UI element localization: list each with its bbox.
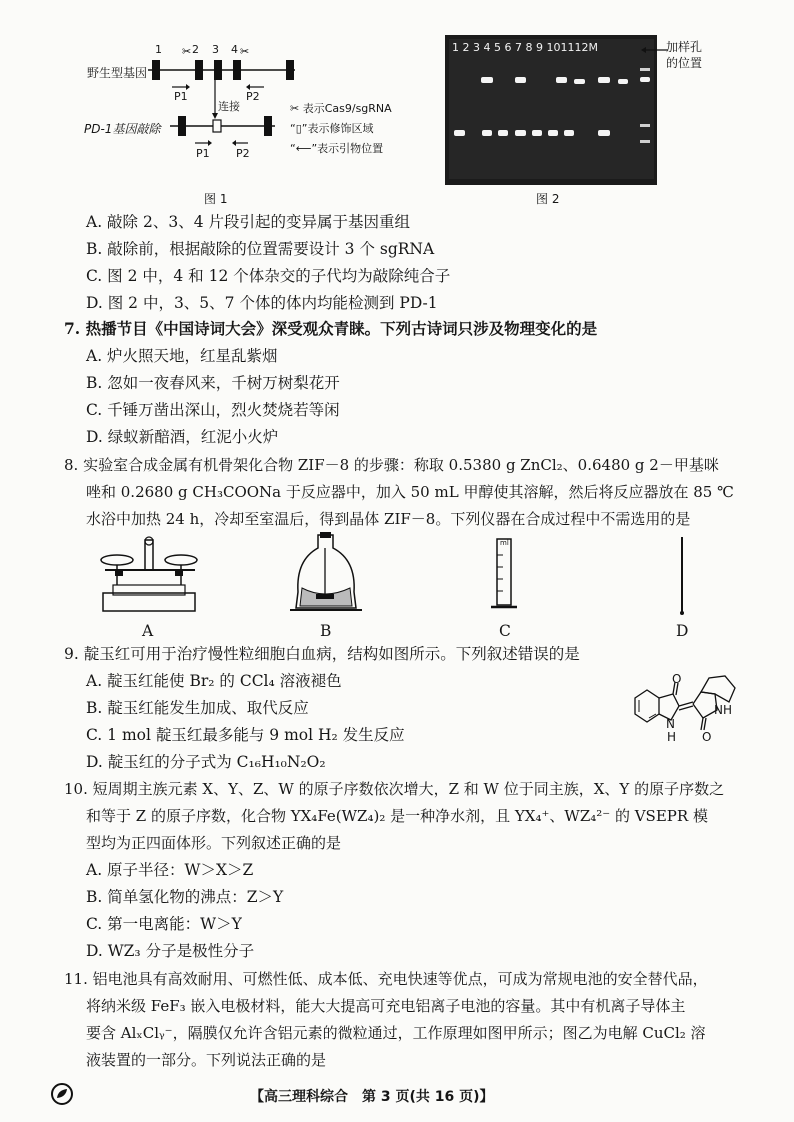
leaf-logo-icon <box>50 1082 74 1106</box>
primer-p1-label: P1 <box>174 90 188 103</box>
scissors-icon: ✂ <box>290 102 300 115</box>
gel-band <box>640 77 650 82</box>
gel-band <box>454 130 465 136</box>
gel-band <box>548 130 558 136</box>
box-icon: “▯” <box>290 122 308 135</box>
balance-apparatus <box>95 535 205 620</box>
q7-option-c: C. 千锤万凿出深山，烈火焚烧若等闲 <box>86 401 340 419</box>
primer-p2-label-ko: P2 <box>236 147 250 160</box>
atom-h: H <box>667 730 677 744</box>
knockout-label: PD-1基因敲除 <box>84 122 161 136</box>
connect-label: 连接 <box>218 100 240 113</box>
arrow-left-icon: “⟵” <box>290 142 318 155</box>
gel-band <box>481 77 493 83</box>
svg-text:✂: ✂ <box>240 45 250 58</box>
q11-line-1: 11. 铝电池具有高效耐用、可燃性低、成本低、充电快速等优点，可成为常规电池的安全替代品， <box>64 970 708 988</box>
gel-band <box>498 130 508 136</box>
legend-cas9: ✂ 表示Cas9/sgRNA <box>290 102 392 115</box>
thermometer-apparatus <box>676 535 688 617</box>
apparatus-label-a: A <box>142 622 154 640</box>
indirubin-structure <box>625 668 755 748</box>
q10-line-1: 10. 短周期主族元素 X、Y、Z、W 的原子序数依次增大，Z 和 W 位于同主族，X、Y 的原子序数之 <box>64 780 725 798</box>
apparatus-label-d: D <box>676 622 689 640</box>
gel-band <box>618 79 628 84</box>
q10-line-2: 和等于 Z 的原子序数，化合物 YX₄Fe(WZ₄)₂ 是一种净水剂，且 YX₄⁺、WZ₄²⁻ 的 VSEPR 模 <box>86 807 708 825</box>
ko-modified-region <box>213 120 221 132</box>
gel-lane-labels: 1 2 3 4 5 6 7 8 9 101112M <box>452 41 598 54</box>
q10-line-3: 型均为正四面体形。下列叙述正确的是 <box>86 834 342 852</box>
gel-band <box>640 124 650 127</box>
gel-band <box>640 68 650 71</box>
exon-number-3: 3 <box>212 43 219 56</box>
exon-5 <box>286 60 294 80</box>
q11-line-2: 将纳米级 FeF₃ 嵌入电极材料，能大大提高可充电铝离子电池的容量。其中有机离子导体主 <box>86 997 686 1015</box>
legend-modified-region: “▯”表示修饰区域 <box>290 122 374 135</box>
q11-line-3: 要含 AlₓClᵧ⁻，隔膜仅允许含铝元素的微粒通过，工作原理如图甲所示；图乙为电解 CuCl₂ 溶 <box>86 1024 706 1042</box>
svg-text:✂: ✂ <box>182 45 192 58</box>
page-footer: 【高三理科综合 第 3 页(共 16 页)】 <box>250 1089 494 1105</box>
q9-option-b: B. 靛玉红能发生加成、取代反应 <box>86 699 309 717</box>
ko-exon-5 <box>264 116 272 136</box>
gel-band <box>564 130 574 136</box>
gel-image <box>445 35 657 185</box>
wild-type-label: 野生型基因 <box>87 66 148 80</box>
gel-band <box>640 140 650 143</box>
figure-1-caption: 图 1 <box>204 192 228 206</box>
q10-option-c: C. 第一电离能：W＞Y <box>86 915 242 933</box>
gel-band <box>556 77 567 83</box>
primer-p2-label: P2 <box>246 90 260 103</box>
loading-well-label: 加样孔 <box>666 40 703 54</box>
gel-band <box>574 79 585 84</box>
q11-line-4: 液装置的一部分。下列说法正确的是 <box>86 1051 327 1069</box>
q10-option-d: D. WZ₃ 分子是极性分子 <box>86 942 255 960</box>
gel-band <box>482 130 492 136</box>
q9-option-d: D. 靛玉红的分子式为 C₁₆H₁₀N₂O₂ <box>86 753 326 771</box>
q6-option-b: B. 敲除前，根据敲除的位置需要设计 3 个 sgRNA <box>86 240 435 258</box>
apparatus-label-c: C <box>499 622 511 640</box>
exon-number-2: 2 <box>192 43 199 56</box>
q8-line-2: 唑和 0.2680 g CH₃COONa 于反应器中，加入 50 mL 甲醇使其溶解，然后将反应器放在 85 ℃ <box>86 483 734 501</box>
atom-o-bottom: O <box>702 730 712 744</box>
exon-4 <box>233 60 241 80</box>
gel-band <box>515 130 526 136</box>
q9-stem: 9. 靛玉红可用于治疗慢性粒细胞白血病，结构如图所示。下列叙述错误的是 <box>64 645 580 663</box>
legend-primer: “⟵”表示引物位置 <box>290 142 384 155</box>
exon-number-4: 4 <box>231 43 238 56</box>
atom-nh: NH <box>714 703 732 717</box>
ko-exon-1 <box>178 116 186 136</box>
exon-2 <box>195 60 203 80</box>
q8-line-1: 8. 实验室合成金属有机骨架化合物 ZIF－8 的步骤：称取 0.5380 g ZnCl₂、0.6480 g 2－甲基咪 <box>64 456 719 474</box>
q9-option-a: A. 靛玉红能使 Br₂ 的 CCl₄ 溶液褪色 <box>86 672 342 690</box>
gel-band <box>515 77 526 83</box>
exon-3 <box>214 60 222 80</box>
gel-band <box>532 130 542 136</box>
q7-stem: 7. 热播节目《中国诗词大会》深受观众青睐。下列古诗词只涉及物理变化的是 <box>64 319 598 338</box>
reactor-apparatus <box>288 530 363 620</box>
q6-option-a: A. 敲除 2、3、4 片段引起的变异属于基因重组 <box>86 213 410 231</box>
q7-option-d: D. 绿蚁新醅酒，红泥小火炉 <box>86 428 279 446</box>
cylinder-ml-mark: ml <box>500 539 509 547</box>
q6-option-d: D. 图 2 中，3、5、7 个体的体内均能检测到 PD-1 <box>86 294 438 312</box>
q9-option-c: C. 1 mol 靛玉红最多能与 9 mol H₂ 发生反应 <box>86 726 405 744</box>
exon-1 <box>152 60 160 80</box>
exon-number-1: 1 <box>155 43 162 56</box>
loading-well-label-2: 的位置 <box>666 56 703 70</box>
atom-o-top: O <box>672 672 682 686</box>
primer-p1-label-ko: P1 <box>196 147 210 160</box>
q10-option-a: A. 原子半径：W＞X＞Z <box>86 861 254 879</box>
figure-2-caption: 图 2 <box>536 192 560 206</box>
q8-line-3: 水浴中加热 24 h，冷却至室温后，得到晶体 ZIF－8。下列仪器在合成过程中不需选用的是 <box>86 510 691 528</box>
atom-n: N <box>666 717 675 731</box>
graduated-cylinder-apparatus <box>490 537 520 615</box>
gel-band <box>598 130 610 136</box>
gel-band <box>598 77 610 83</box>
apparatus-label-b: B <box>320 622 332 640</box>
q10-option-b: B. 简单氢化物的沸点：Z＞Y <box>86 888 284 906</box>
q6-option-c: C. 图 2 中，4 和 12 个体杂交的子代均为敲除纯合子 <box>86 267 451 285</box>
q7-option-b: B. 忽如一夜春风来，千树万树梨花开 <box>86 374 340 392</box>
q7-option-a: A. 炉火照天地，红星乱紫烟 <box>86 347 278 365</box>
